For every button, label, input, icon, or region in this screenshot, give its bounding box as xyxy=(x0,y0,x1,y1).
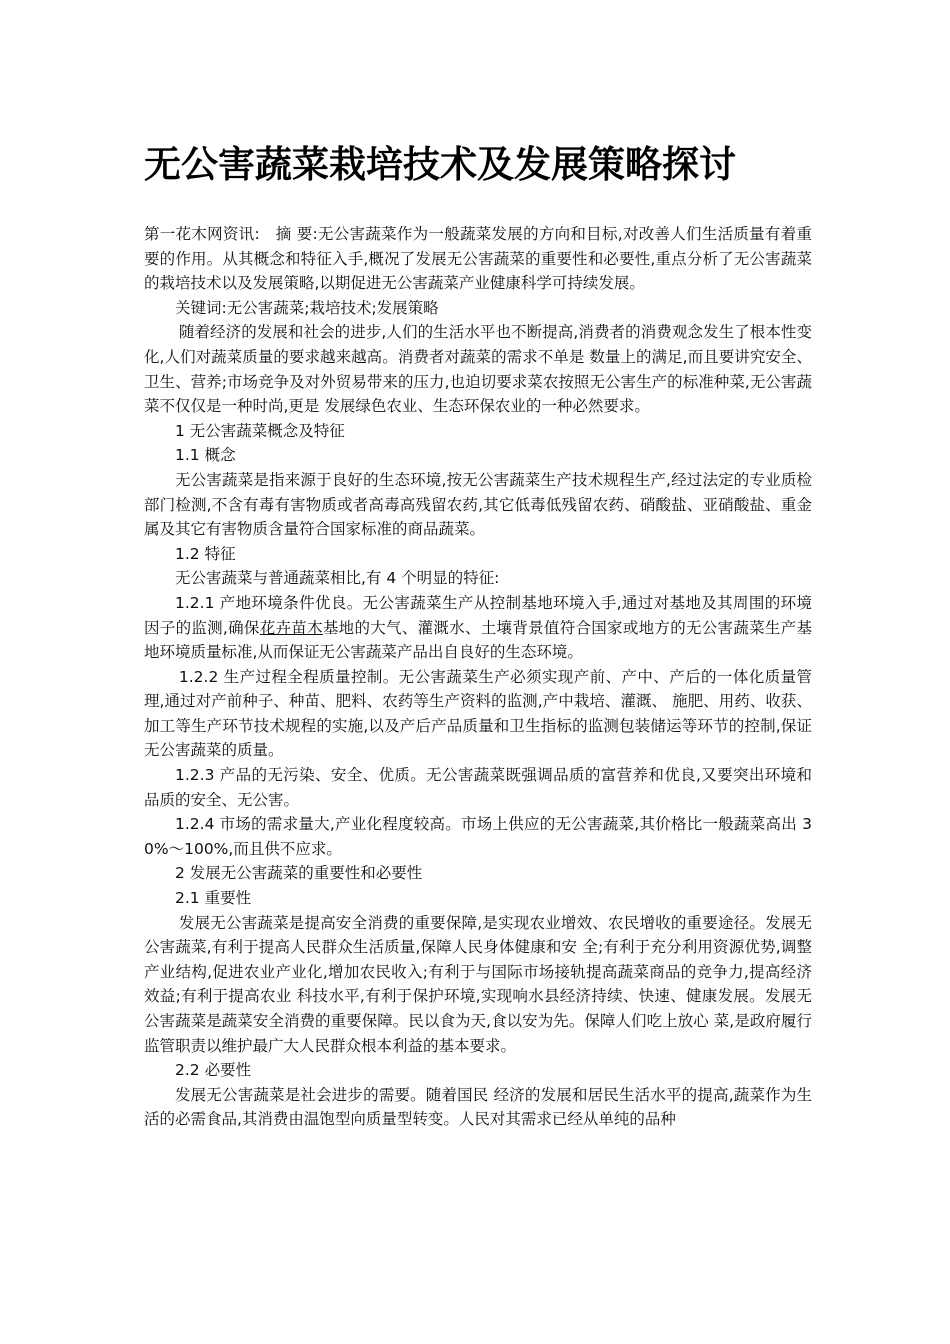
necessity-paragraph: 发展无公害蔬菜是社会进步的需要。随着国民 经济的发展和居民生活水平的提高,蔬菜作为生活的必需食品,其消费由温饱型向质量型转变。人民对其需求已经从单纯的品种 xyxy=(144,1085,812,1129)
concept-paragraph: 无公害蔬菜是指来源于良好的生态环境,按无公害蔬菜生产技术规程生产,经过法定的专业质检部门检测,不含有毒有害物质或者高毒高残留农药,其它低毒低残留农药、硝酸盐、亚硝酸盐、重金属及其它有害物质含量符合国家标准的商品蔬菜。 xyxy=(144,470,812,539)
article-body xyxy=(144,222,812,1132)
section-heading-2: 2 发展无公害蔬菜的重要性和必要性 xyxy=(175,864,423,883)
feature-1-2-3-paragraph: 1.2.3 产品的无污染、安全、优质。无公害蔬菜既强调品质的富营养和优良,又要突出环境和品质的安全、无公害。 xyxy=(144,766,812,809)
feature-1-2-1-paragraph xyxy=(144,591,812,665)
section-heading-1: 1 无公害蔬菜概念及特征 xyxy=(175,421,345,440)
subsection-heading-1-1: 1.1 概念 xyxy=(175,446,236,465)
feature-1-2-2-paragraph: 1.2.2 生产过程全程质量控制。无公害蔬菜生产必须实现产前、产中、产后的一体化质量管理,通过对产前种子、种苗、肥料、农药等生产资料的监测,产中栽培、灌溉、 施肥、用药、收获、加工等生产环节技术规程的实施,以及产后产品质量和卫生指标的监测包装储运等环节的控制,保证无公害蔬菜的质量。 xyxy=(144,667,812,760)
keywords-line: 关键词:无公害蔬菜;栽培技术;发展策略 xyxy=(175,298,439,317)
subsection-heading-1-2: 1.2 特征 xyxy=(175,544,236,563)
subsection-heading-2-1: 2.1 重要性 xyxy=(175,889,252,908)
article-title: 无公害蔬菜栽培技术及发展策略探讨 xyxy=(144,143,736,186)
features-intro-paragraph: 无公害蔬菜与普通蔬菜相比,有 4 个明显的特征: xyxy=(175,569,500,588)
flower-seedling-link[interactable]: 花卉苗木 xyxy=(259,618,323,637)
importance-paragraph: 发展无公害蔬菜是提高安全消费的重要保障,是实现农业增效、农民增收的重要途径。发展无公害蔬菜,有利于提高人民群众生活质量,保障人民身体健康和安 全;有利于充分利用资源优势,调整产业结构,促进农业产业化,增加农民收入;有利于与国际市场接轨提高蔬菜商品的竞争力,提高经济效益;有利于提高农业 科技水平,有利于保护环境,实现响水县经济持续、快速、健康发展。发展无公害蔬菜是蔬菜安全消费的重要保障。民以食为天,食以安为先。保障人们吃上放心 菜,是政府履行监管职责以维护最广大人民群众根本利益的基本要求。 xyxy=(144,913,812,1055)
abstract-paragraph: 第一花木网资讯: 摘 要:无公害蔬菜作为一般蔬菜发展的方向和目标,对改善人们生活质量有着重要的作用。从其概念和特征入手,概况了发展无公害蔬菜的重要性和必要性,重点分析了无公害蔬菜的栽培技术以及发展策略,以期促进无公害蔬菜产业健康科学可持续发展。 xyxy=(144,225,812,293)
feature-1-2-1-text-after: 基地的大气、灌溉水、土壤背景值符合国家或地方的无公害蔬菜生产基地环境质量标准,从而保证无公害蔬菜产品出自良好的生态环境。 xyxy=(144,618,812,662)
subsection-heading-2-2: 2.2 必要性 xyxy=(175,1061,252,1080)
feature-1-2-1-text-before: 1.2.1 产地环境条件优良。无公害蔬菜生产从控制基地环境入手,通过对基地及其周围的环境因子的监测,确保 xyxy=(144,593,812,637)
intro-paragraph: 随着经济的发展和社会的进步,人们的生活水平也不断提高,消费者的消费观念发生了根本性变化,人们对蔬菜质量的要求越来越高。消费者对蔬菜的需求不单是 数量上的满足,而且要讲究安全、卫生、营养;市场竞争及对外贸易带来的压力,也迫切要求菜农按照无公害生产的标准种菜,无公害蔬菜不仅仅是一种时尚,更是 发展绿色农业、生态环保农业的一种必然要求。 xyxy=(144,323,812,416)
feature-1-2-4-paragraph: 1.2.4 市场的需求量大,产业化程度较高。市场上供应的无公害蔬菜,其价格比一般蔬菜高出 30%～100%,而且供不应求。 xyxy=(144,815,812,858)
